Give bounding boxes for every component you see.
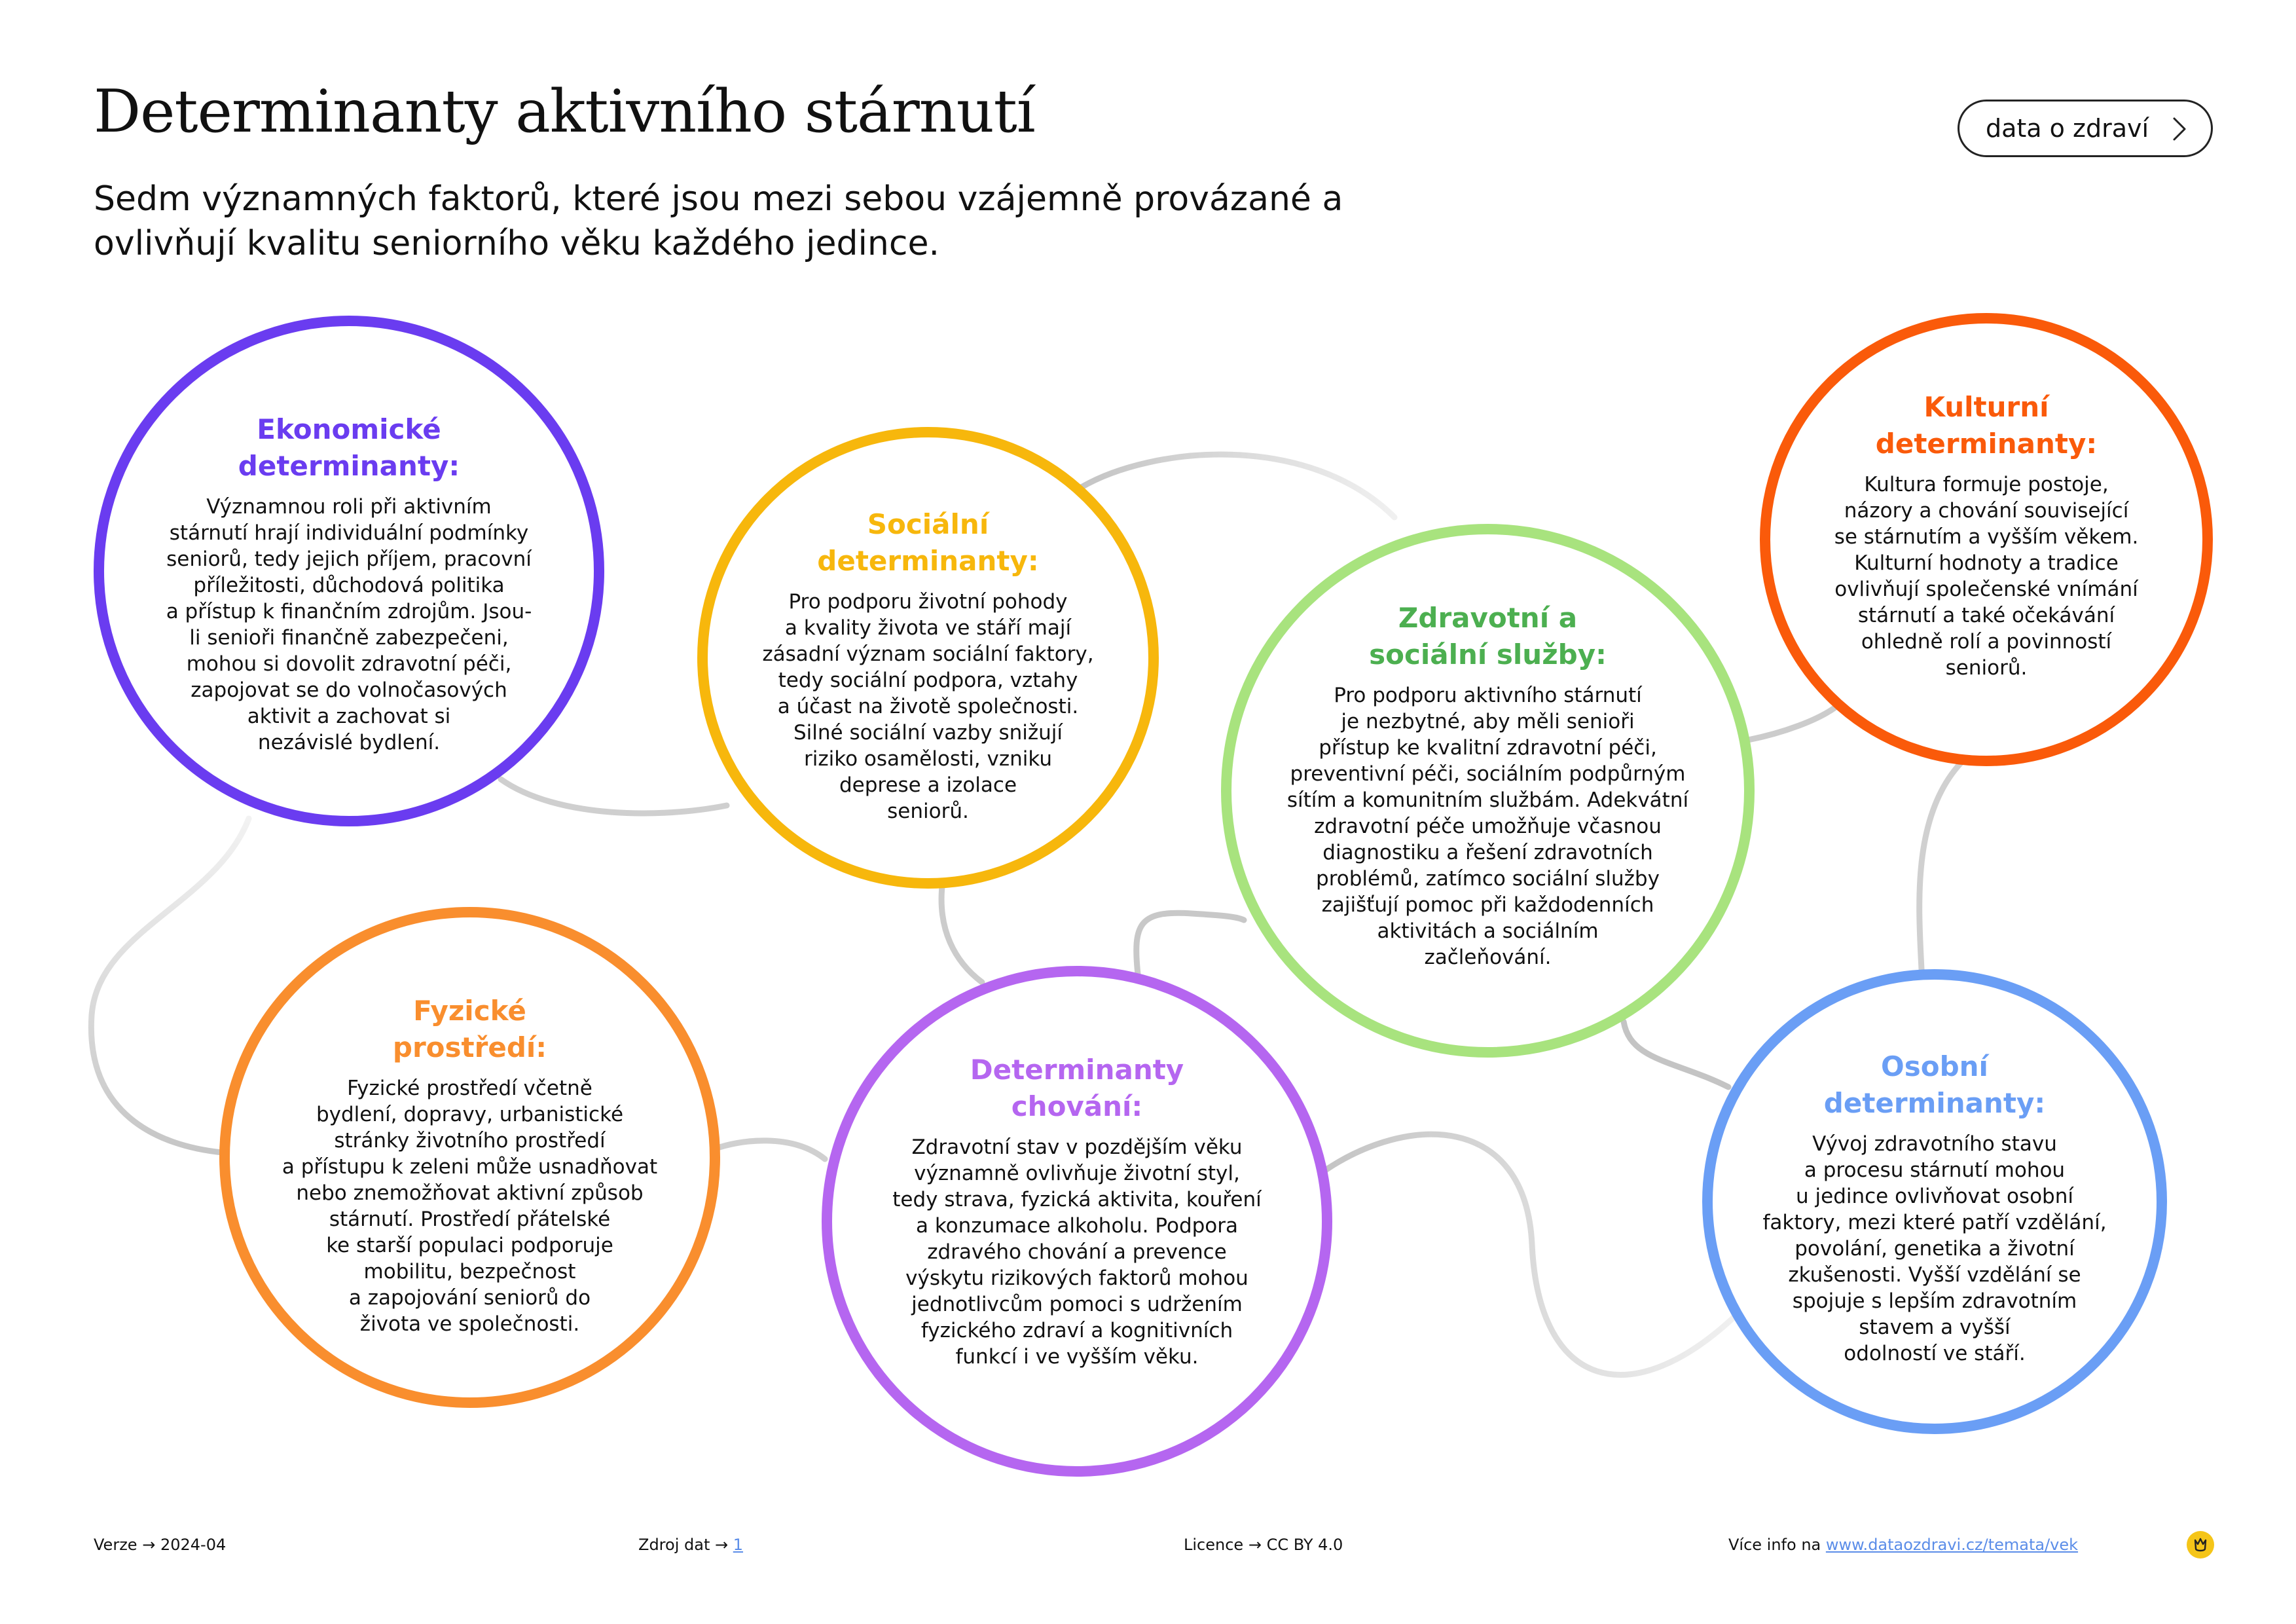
connector-social-behavior xyxy=(941,881,982,982)
arrow-right-icon: → xyxy=(715,1536,733,1554)
arrow-right-icon: → xyxy=(1248,1536,1267,1554)
connector-health-cultural xyxy=(1748,704,1840,740)
cultural-determinants-circle xyxy=(1760,313,2213,766)
footer-license-label: Licence xyxy=(1184,1536,1244,1554)
physical-environment-circle xyxy=(219,907,720,1408)
health-social-services-title: Zdravotní a sociální služby: xyxy=(1369,602,1607,671)
footer-more-info xyxy=(1728,1536,2078,1554)
footer-version xyxy=(94,1536,226,1554)
footer-version-value: 2024-04 xyxy=(160,1536,227,1554)
footer-license xyxy=(1184,1536,1343,1554)
social-determinants-circle xyxy=(697,427,1159,889)
economic-determinants-circle xyxy=(94,316,604,826)
connector-cultural-personal xyxy=(1920,760,1964,969)
connector-econ-social xyxy=(501,779,727,813)
footer-source-link[interactable]: 1 xyxy=(733,1536,744,1554)
page-title: Determinanty aktivního stárnutí xyxy=(94,77,1035,146)
data-o-zdravi-label: data o zdraví xyxy=(1986,114,2149,143)
economic-determinants-text: Významnou roli při aktivním stárnutí hrají individuální podmínky seniorů, tedy jejich příjem, pracovní příležitosti, důchodová politika a přístup k finančním zdrojům. Jsou- li senioři finančně zabezpečeni, mohou si dovolit zdravotní péči, zapojovat se do volnočasových aktivit a zachovat si nezávislé bydlení. xyxy=(166,495,532,754)
footer-more-info-label: Více info na xyxy=(1728,1536,1821,1554)
personal-determinants-title: Osobní determinanty: xyxy=(1823,1050,2046,1119)
page-subtitle: Sedm významných faktorů, které jsou mezi sebou vzájemně provázané a ovlivňují kvalitu seniorního věku každého jedince. xyxy=(94,179,1343,263)
economic-determinants-title: Ekonomické determinanty: xyxy=(238,413,460,482)
cultural-determinants-title: Kulturní determinanty: xyxy=(1875,391,2098,460)
behavioral-determinants-title: Determinanty chování: xyxy=(970,1054,1184,1122)
connector-behavior-health xyxy=(1137,913,1244,974)
connector-physical-behavior xyxy=(714,1141,825,1159)
cultural-determinants-text: Kultura formuje postoje, názory a chování související se stárnutím a vyšším věkem. Kulturní hodnoty a tradice ovlivňují společenské vnímání stárnutí a také očekávání ohledně rolí a povinností seniorů. xyxy=(1834,473,2139,680)
health-social-services-circle xyxy=(1221,524,1755,1058)
footer-license-value: CC BY 4.0 xyxy=(1266,1536,1343,1554)
footer-source xyxy=(638,1536,743,1554)
health-social-services-text: Pro podporu aktivního stárnutí je nezbytné, aby měli senioři přístup ke kvalitní zdravotní péči, preventivní péči, sociálním podpůrným sítím a komunitním službám. Adekvátní zdravotní péče umožňuje včasnou diagnostiku a řešení zdravotních problémů, zatímco sociální služby zajišťují pomoc při každodenních aktivitách a sociálním začleňování. xyxy=(1286,684,1689,969)
behavioral-determinants-text: Zdravotní stav v pozdějším věku významně ovlivňuje životní styl, tedy strava, fyzická aktivita, kouření a konzumace alkoholu. Podpora zdravého chování a prevence výskytu rizikových faktorů mohou jednotlivcům pomoci s udržením fyzického zdraví a kognitivních funkcí i ve vyšším věku. xyxy=(892,1135,1262,1369)
logo-mark-icon xyxy=(2187,1531,2214,1559)
physical-environment-title: Fyzické prostředí: xyxy=(392,995,547,1063)
footer-version-label: Verze xyxy=(94,1536,137,1554)
dataozdravi-logo-icon[interactable] xyxy=(2187,1531,2214,1559)
behavioral-determinants-circle xyxy=(822,966,1332,1477)
personal-determinants-text: Vývoj zdravotního stavu a procesu stárnutí mohou u jedince ovlivňovat osobní faktory, mezi které patří vzdělání, povolání, genetika a životní zkušenosti. Vyšší vzdělání se spojuje s lepším zdravotním stavem a vyšší odolností ve stáří. xyxy=(1762,1132,2107,1365)
social-determinants-text: Pro podporu životní pohody a kvality života ve stáří mají zásadní význam sociální faktory, tedy sociální podpora, vztahy a účast na životě společnosti. Silné sociální vazby snižují riziko osamělosti, vzniku deprese a izolace seniorů. xyxy=(762,590,1094,823)
connector-behavior-personal xyxy=(1322,1134,1735,1375)
physical-environment-text: Fyzické prostředí včetně bydlení, dopravy, urbanistické stránky životního prostředí a přístupu k zeleni může usnadňovat nebo znemožňovat aktivní způsob stárnutí. Prostředí přátelské ke starší populaci podporuje mobilitu, bezpečnost a zapojování seniorů do života ve společnosti. xyxy=(282,1077,658,1336)
footer-source-label: Zdroj dat xyxy=(638,1536,710,1554)
personal-determinants-circle xyxy=(1702,969,2167,1434)
arrow-right-icon: → xyxy=(142,1536,160,1554)
social-determinants-title: Sociální determinanty: xyxy=(817,508,1039,577)
footer-more-info-link[interactable]: www.dataozdravi.cz/temata/vek xyxy=(1825,1536,2079,1554)
